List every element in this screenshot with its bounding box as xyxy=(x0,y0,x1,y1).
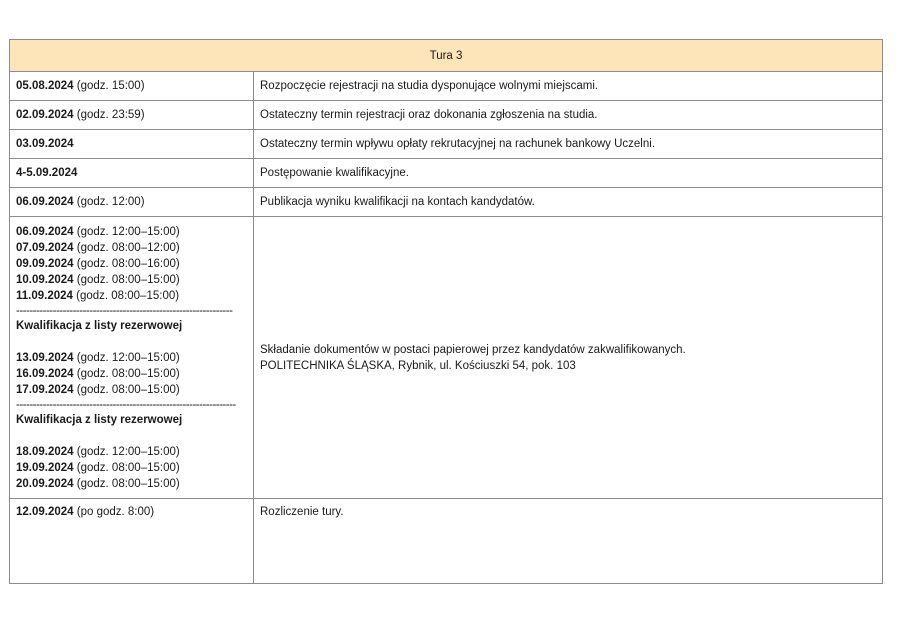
list-item: 18.09.2024 (godz. 12:00–15:00) xyxy=(16,446,180,458)
list-item: 11.09.2024 (godz. 08:00–15:00) xyxy=(16,290,180,302)
list-item: 19.09.2024 (godz. 08:00–15:00) xyxy=(16,462,180,474)
description-cell: Ostateczny termin rejestracji oraz dokonania zgłoszenia na studia. xyxy=(254,101,883,130)
time: (godz. 15:00) xyxy=(76,80,145,92)
date: 12.09.2024 xyxy=(16,506,74,518)
documents-dates-cell xyxy=(10,217,254,499)
date: 06.09.2024 xyxy=(16,196,74,208)
list-item: 20.09.2024 (godz. 08:00–15:00) xyxy=(16,478,180,490)
table-row xyxy=(10,130,883,159)
documents-address: POLITECHNIKA ŚLĄSKA, Rybnik, ul. Kościuszki 54, pok. 103 xyxy=(260,359,576,372)
table-row xyxy=(10,72,883,101)
time: (godz. 12:00) xyxy=(76,196,145,208)
date-cell xyxy=(10,159,254,188)
round-title: Tura 3 xyxy=(10,40,883,72)
list-item: 16.09.2024 (godz. 08:00–15:00) xyxy=(16,368,180,380)
list-item: 13.09.2024 (godz. 12:00–15:00) xyxy=(16,352,180,364)
date-cell xyxy=(10,188,254,217)
date: 03.09.2024 xyxy=(16,138,74,150)
table-row xyxy=(10,188,883,217)
list-item: 07.09.2024 (godz. 08:00–12:00) xyxy=(16,242,180,254)
table-row xyxy=(10,101,883,130)
table-header-row xyxy=(10,40,883,72)
list-item: 10.09.2024 (godz. 08:00–15:00) xyxy=(16,274,180,286)
date: 02.09.2024 xyxy=(16,109,74,121)
reserve-list-title: Kwalifikacja z listy rezerwowej xyxy=(16,414,183,426)
time: (po godz. 8:00) xyxy=(76,506,155,518)
table-row xyxy=(10,159,883,188)
dashed-separator: ----------------------------------------------------------------- xyxy=(16,305,233,317)
table-row xyxy=(10,499,883,584)
list-item: 06.09.2024 (godz. 12:00–15:00) xyxy=(16,226,180,238)
date-cell xyxy=(10,101,254,130)
documents-description-cell xyxy=(254,217,883,499)
description-cell: Ostateczny termin wpływu opłaty rekrutacyjnej na rachunek bankowy Uczelni. xyxy=(254,130,883,159)
time: (godz. 23:59) xyxy=(76,109,145,121)
dashed-separator: ------------------------------------------------------------------ xyxy=(16,399,236,411)
list-item: 09.09.2024 (godz. 08:00–16:00) xyxy=(16,258,180,270)
reserve-list-title: Kwalifikacja z listy rezerwowej xyxy=(16,320,183,332)
list-item: 17.09.2024 (godz. 08:00–15:00) xyxy=(16,384,180,396)
date: 05.08.2024 xyxy=(16,80,74,92)
documents-description: Składanie dokumentów w postaci papierowej przez kandydatów zakwalifikowanych. xyxy=(260,343,686,356)
documents-row xyxy=(10,217,883,499)
description-cell: Rozliczenie tury. xyxy=(254,499,883,584)
recruitment-schedule-table xyxy=(9,39,883,584)
description-cell: Rozpoczęcie rejestracji na studia dysponujące wolnymi miejscami. xyxy=(254,72,883,101)
date-cell xyxy=(10,499,254,584)
description-cell: Postępowanie kwalifikacyjne. xyxy=(254,159,883,188)
date-cell xyxy=(10,130,254,159)
date: 4-5.09.2024 xyxy=(16,167,78,179)
description-cell: Publikacja wyniku kwalifikacji na kontach kandydatów. xyxy=(254,188,883,217)
date-cell xyxy=(10,72,254,101)
